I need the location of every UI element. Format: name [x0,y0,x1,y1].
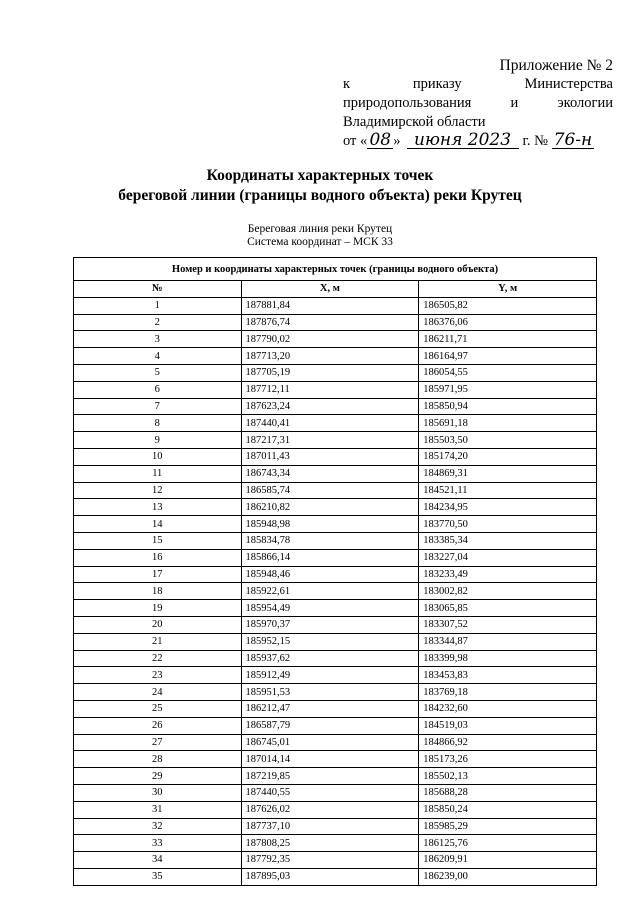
point-number-cell: 23 [74,667,242,684]
table-row [74,700,597,717]
table-row [74,734,597,751]
table-row [74,432,597,449]
order-number-handwritten: 76-н [553,130,593,150]
title-line: береговой линии (границы водного объекта) реки Крутец [118,187,522,204]
table-row [74,868,597,885]
table-row [74,314,597,331]
x-coordinate-cell: 185912,49 [241,667,419,684]
column-header-x: X, м [241,281,419,298]
point-number-cell: 29 [74,768,242,785]
table-row [74,684,597,701]
x-coordinate-cell: 185954,49 [241,600,419,617]
table-row [74,348,597,365]
x-coordinate-cell: 187895,03 [241,868,419,885]
y-coordinate-cell: 186505,82 [419,297,597,314]
x-coordinate-cell: 187219,85 [241,768,419,785]
point-number-cell: 27 [74,734,242,751]
y-coordinate-cell: 183307,52 [419,616,597,633]
y-coordinate-cell: 184869,31 [419,465,597,482]
y-coordinate-cell: 185850,24 [419,801,597,818]
x-coordinate-cell: 187808,25 [241,835,419,852]
point-number-cell: 31 [74,801,242,818]
x-coordinate-cell: 187876,74 [241,314,419,331]
point-number-cell: 10 [74,448,242,465]
subtitle-line: Система координат – МСК 33 [247,236,393,248]
point-number-cell: 25 [74,700,242,717]
table-row [74,616,597,633]
y-coordinate-cell: 185173,26 [419,751,597,768]
point-number-cell: 1 [74,297,242,314]
y-coordinate-cell: 183233,49 [419,566,597,583]
table-row [74,549,597,566]
table-row [74,852,597,869]
x-coordinate-cell: 187737,10 [241,818,419,835]
x-coordinate-cell: 185834,78 [241,532,419,549]
x-coordinate-cell: 187623,24 [241,398,419,415]
point-number-cell: 32 [74,818,242,835]
point-number-cell: 33 [74,835,242,852]
y-coordinate-cell: 185502,13 [419,768,597,785]
appendix-region: Владимирской области [343,114,486,130]
table-row [74,499,597,516]
table-row [74,835,597,852]
table-row [74,532,597,549]
date-month-year-handwritten: июня 2023 [407,132,519,149]
y-coordinate-cell: 183769,18 [419,684,597,701]
point-number-cell: 9 [74,432,242,449]
x-coordinate-cell: 187792,35 [241,852,419,869]
table-row [74,818,597,835]
y-coordinate-cell: 184521,11 [419,482,597,499]
point-number-cell: 16 [74,549,242,566]
point-number-cell: 6 [74,381,242,398]
x-coordinate-cell: 187440,55 [241,784,419,801]
y-coordinate-cell: 183065,85 [419,600,597,617]
y-coordinate-cell: 183399,98 [419,650,597,667]
x-coordinate-cell: 185948,46 [241,566,419,583]
point-number-cell: 3 [74,331,242,348]
appendix-word: природопользования [343,95,472,111]
y-coordinate-cell: 186209,91 [419,852,597,869]
x-coordinate-cell: 185970,37 [241,616,419,633]
y-coordinate-cell: 186164,97 [419,348,597,365]
point-number-cell: 11 [74,465,242,482]
table-row [74,381,597,398]
x-coordinate-cell: 187014,14 [241,751,419,768]
appendix-word: экологии [557,95,613,111]
x-coordinate-cell: 186745,01 [241,734,419,751]
x-coordinate-cell: 185937,62 [241,650,419,667]
column-header-y: Y, м [419,281,597,298]
point-number-cell: 5 [74,364,242,381]
x-coordinate-cell: 187217,31 [241,432,419,449]
table-row [74,364,597,381]
y-coordinate-cell: 185503,50 [419,432,597,449]
point-number-cell: 17 [74,566,242,583]
table-row [74,398,597,415]
point-number-cell: 2 [74,314,242,331]
y-coordinate-cell: 186211,71 [419,331,597,348]
y-coordinate-cell: 185688,28 [419,784,597,801]
point-number-cell: 19 [74,600,242,617]
table-row [74,650,597,667]
y-coordinate-cell: 183453,83 [419,667,597,684]
point-number-cell: 20 [74,616,242,633]
y-coordinate-cell: 184866,92 [419,734,597,751]
y-coordinate-cell: 185971,95 [419,381,597,398]
table-row [74,331,597,348]
x-coordinate-cell: 186212,47 [241,700,419,717]
y-coordinate-cell: 185985,29 [419,818,597,835]
table-row [74,751,597,768]
point-number-cell: 18 [74,583,242,600]
point-number-cell: 34 [74,852,242,869]
x-coordinate-cell: 185952,15 [241,633,419,650]
y-coordinate-cell: 183227,04 [419,549,597,566]
title-line: Координаты характерных точек [206,167,434,184]
table-row [74,482,597,499]
y-coordinate-cell: 183770,50 [419,516,597,533]
date-suffix: г. № [522,133,548,149]
column-header-number: № [74,281,242,298]
subtitle-line: Береговая линия реки Крутец [247,223,393,235]
point-number-cell: 26 [74,717,242,734]
x-coordinate-cell: 187881,84 [241,297,419,314]
appendix-word: и [510,95,519,111]
x-coordinate-cell: 186743,34 [241,465,419,482]
coordinates-table [73,257,597,886]
x-coordinate-cell: 185948,98 [241,516,419,533]
point-number-cell: 4 [74,348,242,365]
document-title [0,166,640,206]
table-row [74,583,597,600]
point-number-cell: 8 [74,415,242,432]
document-subtitle [0,223,640,249]
y-coordinate-cell: 186239,00 [419,868,597,885]
x-coordinate-cell: 185951,53 [241,684,419,701]
table-row [74,600,597,617]
date-day-handwritten: 08 [367,132,393,149]
table-row [74,768,597,785]
appendix-date-line [343,132,613,151]
x-coordinate-cell: 186210,82 [241,499,419,516]
x-coordinate-cell: 187713,20 [241,348,419,365]
date-prefix: от « [343,133,368,149]
table-row [74,784,597,801]
table-row [74,717,597,734]
y-coordinate-cell: 184519,03 [419,717,597,734]
y-coordinate-cell: 184234,95 [419,499,597,516]
x-coordinate-cell: 186585,74 [241,482,419,499]
table-row [74,801,597,818]
table-row [74,297,597,314]
x-coordinate-cell: 187705,19 [241,364,419,381]
appendix-order-line [343,75,613,94]
x-coordinate-cell: 186587,79 [241,717,419,734]
table-row [74,516,597,533]
y-coordinate-cell: 186054,55 [419,364,597,381]
table-row [74,415,597,432]
appendix-word: Министерства [524,76,613,92]
y-coordinate-cell: 183385,34 [419,532,597,549]
x-coordinate-cell: 185922,61 [241,583,419,600]
table-caption: Номер и координаты характерных точек (границы водного объекта) [74,258,597,281]
y-coordinate-cell: 185691,18 [419,415,597,432]
table-row [74,633,597,650]
y-coordinate-cell: 183002,82 [419,583,597,600]
appendix-word: к [343,76,351,92]
y-coordinate-cell: 185174,20 [419,448,597,465]
y-coordinate-cell: 184232,60 [419,700,597,717]
table-row [74,465,597,482]
point-number-cell: 24 [74,684,242,701]
point-number-cell: 28 [74,751,242,768]
x-coordinate-cell: 187790,02 [241,331,419,348]
point-number-cell: 21 [74,633,242,650]
table-row [74,448,597,465]
table-body [74,297,597,885]
point-number-cell: 13 [74,499,242,516]
x-coordinate-cell: 185866,14 [241,549,419,566]
appendix-word: приказу [412,76,462,92]
appendix-ministry-line [343,94,613,113]
point-number-cell: 12 [74,482,242,499]
x-coordinate-cell: 187712,11 [241,381,419,398]
y-coordinate-cell: 183344,87 [419,633,597,650]
x-coordinate-cell: 187626,02 [241,801,419,818]
y-coordinate-cell: 186125,76 [419,835,597,852]
x-coordinate-cell: 187440,41 [241,415,419,432]
y-coordinate-cell: 186376,06 [419,314,597,331]
appendix-block [343,56,613,151]
date-mid: » [393,133,401,149]
point-number-cell: 15 [74,532,242,549]
point-number-cell: 7 [74,398,242,415]
table-row [74,667,597,684]
point-number-cell: 22 [74,650,242,667]
table-row [74,566,597,583]
x-coordinate-cell: 187011,43 [241,448,419,465]
point-number-cell: 14 [74,516,242,533]
point-number-cell: 35 [74,868,242,885]
appendix-number: Приложение № 2 [499,57,613,74]
point-number-cell: 30 [74,784,242,801]
y-coordinate-cell: 185850,94 [419,398,597,415]
